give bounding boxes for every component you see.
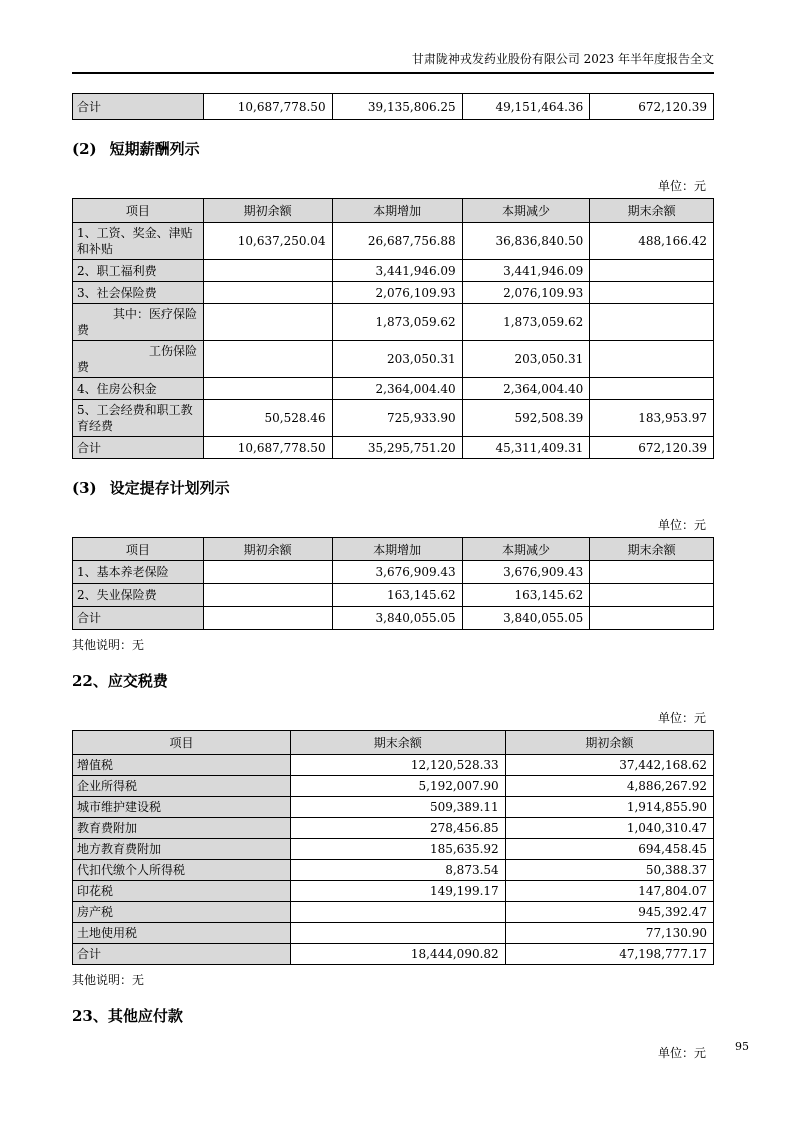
cell-value: 183,953.97 bbox=[590, 400, 714, 437]
cell-value: 2,364,004.40 bbox=[462, 378, 590, 400]
cell-value bbox=[290, 923, 505, 944]
table-row bbox=[73, 584, 714, 607]
table-row bbox=[73, 400, 714, 437]
section-heading-other-payables: 23、其他应付款 bbox=[72, 1007, 183, 1025]
cell-value: 50,388.37 bbox=[505, 860, 713, 881]
cell-value bbox=[203, 282, 332, 304]
cell-value bbox=[203, 378, 332, 400]
cell-value bbox=[590, 607, 714, 630]
cell-value bbox=[590, 584, 714, 607]
table-row bbox=[73, 561, 714, 584]
cell-value: 149,199.17 bbox=[290, 881, 505, 902]
table-row bbox=[73, 607, 714, 630]
cell-value: 5,192,007.90 bbox=[290, 776, 505, 797]
previous-table-total-row bbox=[72, 93, 714, 120]
column-header: 项目 bbox=[73, 538, 204, 561]
cell-value: 3,441,946.09 bbox=[462, 260, 590, 282]
cell-value: 77,130.90 bbox=[505, 923, 713, 944]
cell-value bbox=[203, 607, 332, 630]
table-row bbox=[73, 860, 714, 881]
short-term-comp-table bbox=[72, 198, 714, 459]
cell-value: 18,444,090.82 bbox=[290, 944, 505, 965]
cell-value bbox=[203, 260, 332, 282]
section-heading-short-term-comp bbox=[72, 141, 714, 158]
cell-value: 163,145.62 bbox=[462, 584, 590, 607]
cell-value: 39,135,806.25 bbox=[332, 94, 462, 120]
section-heading-taxes-payable: 22、应交税费 bbox=[72, 672, 168, 690]
table-row bbox=[73, 902, 714, 923]
cell-value: 12,120,528.33 bbox=[290, 755, 505, 776]
cell-value: 203,050.31 bbox=[462, 341, 590, 378]
row-label: 代扣代缴个人所得税 bbox=[73, 860, 291, 881]
cell-value: 3,676,909.43 bbox=[332, 561, 462, 584]
cell-value: 3,840,055.05 bbox=[332, 607, 462, 630]
column-header: 期初余额 bbox=[203, 538, 332, 561]
cell-value: 50,528.46 bbox=[203, 400, 332, 437]
cell-value: 8,873.54 bbox=[290, 860, 505, 881]
document-header-title: 甘肃陇神戎发药业股份有限公司 2023 年半年度报告全文 bbox=[72, 52, 714, 74]
cell-value: 488,166.42 bbox=[590, 223, 714, 260]
table-row bbox=[73, 755, 714, 776]
cell-value bbox=[590, 561, 714, 584]
cell-value: 203,050.31 bbox=[332, 341, 462, 378]
row-label: 2、职工福利费 bbox=[73, 260, 204, 282]
row-label: 房产税 bbox=[73, 902, 291, 923]
table-row bbox=[73, 223, 714, 260]
cell-value bbox=[590, 341, 714, 378]
cell-value: 35,295,751.20 bbox=[332, 437, 462, 459]
cell-value: 278,456.85 bbox=[290, 818, 505, 839]
row-label: 2、失业保险费 bbox=[73, 584, 204, 607]
cell-value: 185,635.92 bbox=[290, 839, 505, 860]
page-number: 95 bbox=[735, 1040, 749, 1053]
header-row bbox=[73, 731, 714, 755]
row-label: 合计 bbox=[73, 607, 204, 630]
cell-value: 4,886,267.92 bbox=[505, 776, 713, 797]
cell-value: 1,914,855.90 bbox=[505, 797, 713, 818]
cell-value: 592,508.39 bbox=[462, 400, 590, 437]
table-row bbox=[73, 839, 714, 860]
cell-value: 672,120.39 bbox=[590, 94, 714, 120]
column-header: 期初余额 bbox=[203, 199, 332, 223]
cell-value: 10,687,778.50 bbox=[203, 437, 332, 459]
unit-label: 单位：元 bbox=[657, 179, 706, 193]
cell-value: 45,311,409.31 bbox=[462, 437, 590, 459]
row-label: 1、基本养老保险 bbox=[73, 561, 204, 584]
unit-label: 单位：元 bbox=[657, 1046, 706, 1060]
cell-value: 163,145.62 bbox=[332, 584, 462, 607]
row-label: 4、住房公积金 bbox=[73, 378, 204, 400]
unit-label: 单位：元 bbox=[657, 518, 706, 532]
cell-value bbox=[203, 561, 332, 584]
cell-value: 2,364,004.40 bbox=[332, 378, 462, 400]
row-label: 合计 bbox=[73, 944, 291, 965]
cell-value: 2,076,109.93 bbox=[462, 282, 590, 304]
row-label: 印花税 bbox=[73, 881, 291, 902]
table-row bbox=[73, 797, 714, 818]
table-row bbox=[73, 94, 714, 120]
cell-value: 672,120.39 bbox=[590, 437, 714, 459]
defined-contrib-table bbox=[72, 537, 714, 630]
cell-value bbox=[290, 902, 505, 923]
table-row bbox=[73, 378, 714, 400]
row-label: 其中：医疗保险费 bbox=[73, 304, 204, 341]
column-header: 项目 bbox=[73, 731, 291, 755]
cell-value: 147,804.07 bbox=[505, 881, 713, 902]
column-header: 本期减少 bbox=[462, 199, 590, 223]
table-row bbox=[73, 341, 714, 378]
row-label: 企业所得税 bbox=[73, 776, 291, 797]
cell-value: 10,687,778.50 bbox=[203, 94, 332, 120]
cell-value bbox=[590, 282, 714, 304]
cell-value bbox=[203, 341, 332, 378]
column-header: 本期增加 bbox=[332, 199, 462, 223]
row-label: 土地使用税 bbox=[73, 923, 291, 944]
cell-value: 10,637,250.04 bbox=[203, 223, 332, 260]
table-row bbox=[73, 437, 714, 459]
cell-value bbox=[590, 260, 714, 282]
cell-value: 945,392.47 bbox=[505, 902, 713, 923]
column-header: 项目 bbox=[73, 199, 204, 223]
section-heading-defined-contrib bbox=[72, 480, 714, 497]
row-label: 工伤保险费 bbox=[73, 341, 204, 378]
row-label: 城市维护建设税 bbox=[73, 797, 291, 818]
header-row bbox=[73, 199, 714, 223]
cell-value: 37,442,168.62 bbox=[505, 755, 713, 776]
cell-value: 694,458.45 bbox=[505, 839, 713, 860]
cell-value: 3,676,909.43 bbox=[462, 561, 590, 584]
header-row bbox=[73, 538, 714, 561]
column-header: 期末余额 bbox=[590, 199, 714, 223]
section-title: 短期薪酬列示 bbox=[109, 140, 200, 158]
cell-value: 26,687,756.88 bbox=[332, 223, 462, 260]
row-label: 5、工会经费和职工教育经费 bbox=[73, 400, 204, 437]
cell-value: 3,840,055.05 bbox=[462, 607, 590, 630]
section-title: 设定提存计划列示 bbox=[109, 479, 230, 497]
section-number: (3) bbox=[72, 479, 97, 497]
cell-value: 1,873,059.62 bbox=[462, 304, 590, 341]
cell-value bbox=[590, 378, 714, 400]
cell-value: 725,933.90 bbox=[332, 400, 462, 437]
row-label: 增值税 bbox=[73, 755, 291, 776]
unit-label: 单位：元 bbox=[657, 711, 706, 725]
row-label: 地方教育费附加 bbox=[73, 839, 291, 860]
table-row bbox=[73, 260, 714, 282]
row-label: 1、工资、奖金、津贴和补贴 bbox=[73, 223, 204, 260]
cell-value: 47,198,777.17 bbox=[505, 944, 713, 965]
row-label: 教育费附加 bbox=[73, 818, 291, 839]
table-row bbox=[73, 881, 714, 902]
other-note: 其他说明：无 bbox=[72, 973, 145, 987]
cell-value: 2,076,109.93 bbox=[332, 282, 462, 304]
cell-value: 509,389.11 bbox=[290, 797, 505, 818]
other-note: 其他说明：无 bbox=[72, 638, 145, 652]
column-header: 本期减少 bbox=[462, 538, 590, 561]
cell-value: 49,151,464.36 bbox=[462, 94, 590, 120]
taxes-payable-table bbox=[72, 730, 714, 965]
column-header: 期初余额 bbox=[505, 731, 713, 755]
cell-value bbox=[203, 304, 332, 341]
cell-value: 3,441,946.09 bbox=[332, 260, 462, 282]
row-label: 合计 bbox=[73, 94, 204, 120]
cell-value: 1,040,310.47 bbox=[505, 818, 713, 839]
column-header: 期末余额 bbox=[590, 538, 714, 561]
section-number: (2) bbox=[72, 140, 97, 158]
row-label: 合计 bbox=[73, 437, 204, 459]
table-row bbox=[73, 282, 714, 304]
cell-value bbox=[590, 304, 714, 341]
cell-value bbox=[203, 584, 332, 607]
row-label: 3、社会保险费 bbox=[73, 282, 204, 304]
cell-value: 36,836,840.50 bbox=[462, 223, 590, 260]
table-row bbox=[73, 944, 714, 965]
table-row bbox=[73, 304, 714, 341]
column-header: 期末余额 bbox=[290, 731, 505, 755]
cell-value: 1,873,059.62 bbox=[332, 304, 462, 341]
table-row bbox=[73, 818, 714, 839]
column-header: 本期增加 bbox=[332, 538, 462, 561]
table-row bbox=[73, 923, 714, 944]
table-row bbox=[73, 776, 714, 797]
